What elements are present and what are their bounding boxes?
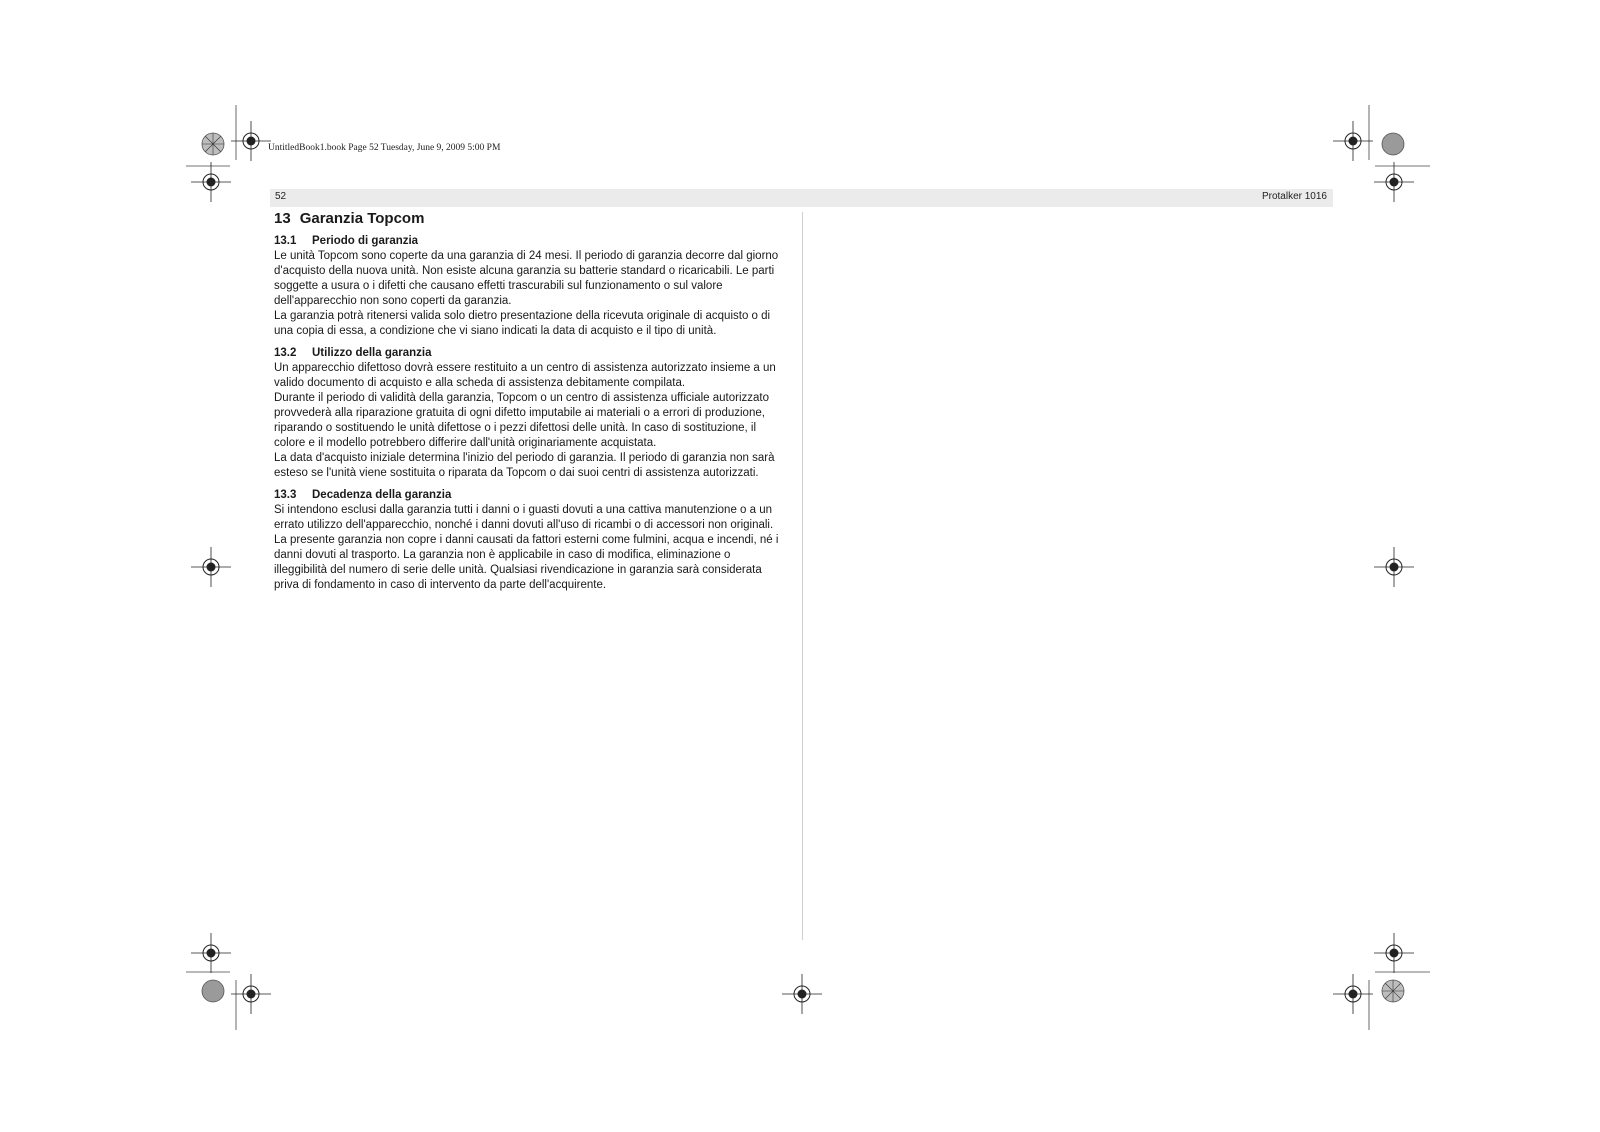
section-number: 13.1 — [274, 235, 297, 247]
paragraph: Si intendono esclusi dalla garanzia tutti i danni o i guasti dovuti a una cattiva manutenzione o a un errato utilizzo dell'apparecchio, nonché i danni dovuti all'uso di ricambi o di accessori non originali. La presente garanzia non copre i danni causati da fattori esterni come fulmini, acqua e incendi, né i danni dovuti al trasporto. La garanzia non è applicabile in caso di modifica, eliminazione o illeggibilità del numero di serie delle unità. Qualsiasi rivendicazione in garanzia sarà considerata priva di fondamento in caso di intervento da parte dell'acquirente. — [274, 504, 779, 591]
section-title-text: Periodo di garanzia — [312, 235, 419, 247]
product-name: Protalker 1016 — [1261, 191, 1327, 202]
section-number: 13.2 — [274, 347, 297, 359]
registration-target-icon — [191, 162, 231, 202]
registration-target-icon — [1374, 547, 1414, 587]
star-target-icon — [202, 133, 224, 155]
registration-target-icon — [1333, 121, 1373, 161]
star-target-icon — [1382, 980, 1404, 1002]
grey-disc-icon — [1382, 133, 1404, 155]
registration-target-icon — [1374, 162, 1414, 202]
registration-target-icon — [231, 974, 271, 1014]
chapter-number: 13 — [274, 210, 291, 227]
paragraph: Durante il periodo di validità della garanzia, Topcom o un centro di assistenza ufficiale autorizzato provvederà alla riparazione gratuita di ogni difetto imputabile ai materiali o a errori di produzione, riparando o sostituendo le unità difettose o i pezzi difettosi delle unità. In caso di sostituzione, il colore e il modello potrebbero differire dall'unità originariamente acquistata. — [274, 392, 769, 449]
section-title-text: Decadenza della garanzia — [312, 489, 452, 501]
registration-target-icon — [782, 974, 822, 1014]
paragraph: La data d'acquisto iniziale determina l'inizio del periodo di garanzia. Il periodo di garanzia non sarà esteso se l'unità viene sostituita o riparata da Topcom o dai suoi centri di assistenza autorizzati. — [274, 452, 775, 479]
page-number: 52 — [275, 191, 287, 202]
paragraph: Le unità Topcom sono coperte da una garanzia di 24 mesi. Il periodo di garanzia decorre dal giorno d'acquisto della nuova unità. Non esiste alcuna garanzia su batterie standard o ricaricabili. Le parti soggette a usura o i difetti che causano effetti trascurabili sul funzionamento o sul valore dell'apparecchio non sono coperti da garanzia. — [274, 250, 779, 307]
paragraph: La garanzia potrà ritenersi valida solo dietro presentazione della ricevuta originale di acquisto o di una copia di essa, a condizione che vi siano indicati la data di acquisto e il tipo di unità. — [274, 310, 771, 337]
registration-target-icon — [1333, 974, 1373, 1014]
paragraph: Un apparecchio difettoso dovrà essere restituito a un centro di assistenza autorizzato insieme a un valido documento di acquisto e alla scheda di assistenza debitamente compilata. — [274, 362, 776, 389]
chapter-title-text: Garanzia Topcom — [299, 210, 425, 227]
section-number: 13.3 — [274, 489, 297, 501]
section-title-text: Utilizzo della garanzia — [312, 347, 432, 359]
registration-target-icon — [191, 933, 231, 973]
registration-target-icon — [1374, 933, 1414, 973]
print-slug-line: UntitledBook1.book Page 52 Tuesday, June 9, 2009 5:00 PM — [268, 143, 501, 153]
registration-target-icon — [191, 547, 231, 587]
grey-disc-icon — [202, 980, 224, 1002]
registration-target-icon — [231, 121, 271, 161]
